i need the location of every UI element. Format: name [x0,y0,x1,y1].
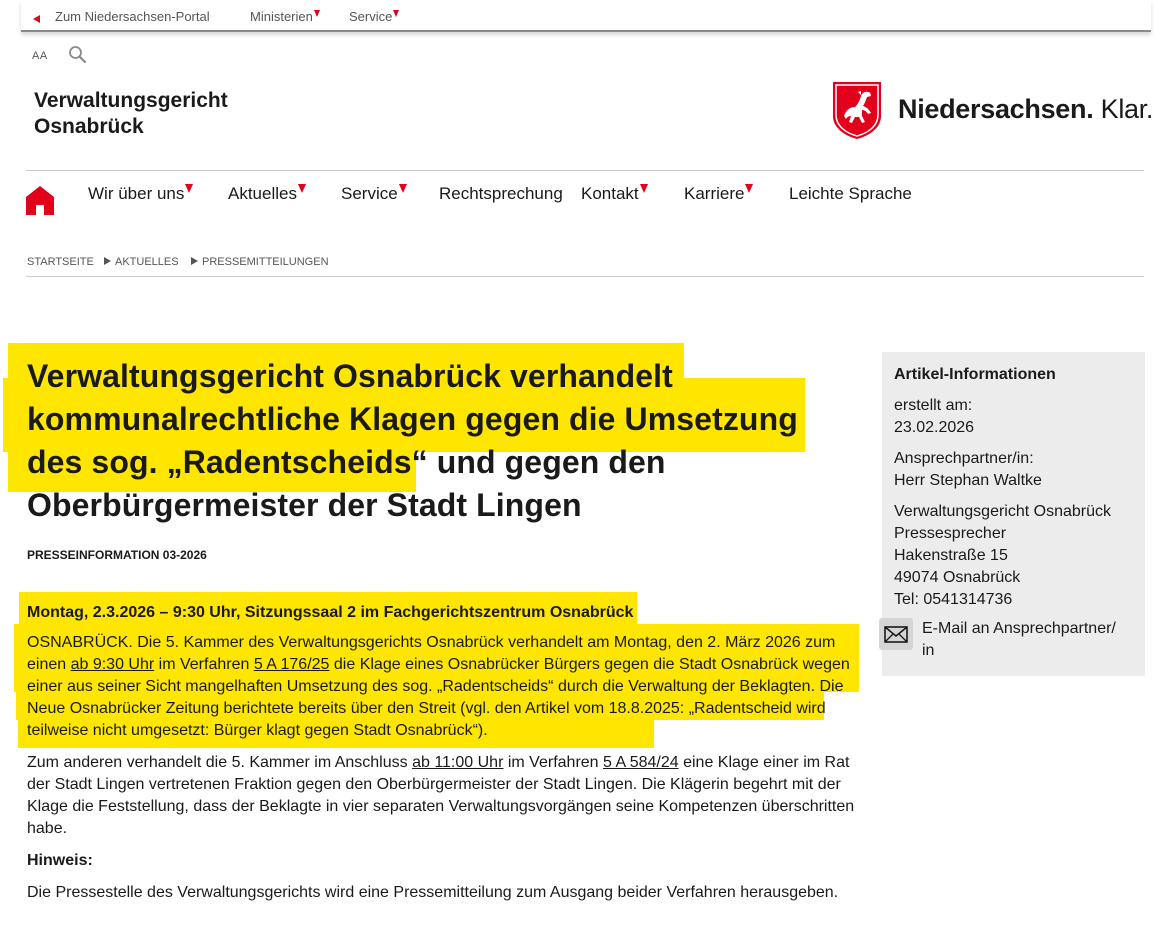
breadcrumb-label: AKTUELLES [115,256,179,268]
dropdown-arrow-icon [314,10,320,17]
logo-wordmark [898,94,1153,125]
niedersachsen-logo[interactable] [831,80,1154,142]
court-name-line1: Verwaltungsgericht [34,89,228,112]
nav-item-label: Aktuelles [228,184,297,203]
article-title-part: des sog. „Radentscheids“ [27,444,428,480]
paragraph-text: im Verfahren [154,656,254,673]
divider [26,170,1144,171]
nav-item-label: Karriere [684,184,745,203]
email-contact-link[interactable] [882,618,1145,668]
nav-item-label: Wir über uns [88,184,185,203]
dropdown-arrow-icon [745,184,753,193]
nav-item-rechtsprechung[interactable] [439,184,563,204]
nav-item-label: Rechtsprechung [439,184,563,203]
service-top-menu[interactable] [349,9,399,24]
dropdown-arrow-icon [399,184,407,193]
text-size-button[interactable]: AA [32,50,48,62]
main-navigation [0,178,1161,218]
paragraph-text: die Klage eines Osnabrücker Bürgers gegen die Stadt Osnabrück wegen einer aus seiner Sicht mangelhaften Umsetzung des sog. „Radentscheids“ durch die Verwaltung der Beklagten. Die Neue Osnabrücker Zeitung berichtete bereits über den Streit (vgl. den Artikel vom 18.8.2025: „Radentscheid wird teilweise nicht umgesetzt: Bürger klagt gegen Stadt Osnabrück“). [27,656,850,739]
nav-item-kontakt[interactable] [581,184,648,204]
created-block [894,395,1139,439]
dropdown-arrow-icon [298,184,306,193]
article-body [27,602,857,904]
article-title-line: Oberbürgermeister der Stadt Lingen [27,487,582,523]
dropdown-arrow-icon [185,184,193,193]
nav-item-karriere[interactable] [684,184,753,204]
portal-link[interactable] [55,9,210,24]
chevron-right-icon [191,257,198,265]
paragraph-text: eine Klage einer im Rat der Stadt Lingen vertretenen Fraktion gegen den Oberbürgermeister der Stadt Lingen. Die Klägerin begehrt mit der Klage die Feststellung, dass der Beklagte in vier separaten Verwaltungsvorgängen seine Kompetenzen überschritten habe. [27,754,855,837]
contact-name: Herr Stephan Waltke [894,472,1042,489]
contact-role: Pressesprecher [894,525,1007,542]
nav-item-wir-ueber-uns[interactable] [88,184,193,204]
ministries-label: Ministerien [250,9,313,24]
article-title-line [27,441,827,484]
contact-org: Verwaltungsgericht Osnabrück [894,503,1111,520]
created-label: erstellt am: [894,397,973,414]
time-link[interactable]: ab 11:00 Uhr [412,754,504,771]
nav-item-aktuelles[interactable] [228,184,306,204]
article-title-part: und gegen den [427,444,666,480]
paragraph: Die Pressestelle des Verwaltungsgerichts wird eine Pressemitteilung zum Ausgang beider Verfahren herausgeben. [27,884,839,901]
contact-phone: Tel: 0541314736 [894,591,1013,608]
nav-item-label: Kontakt [581,184,639,203]
service-top-label: Service [349,9,393,24]
mail-icon [879,618,913,650]
article-title [27,355,827,527]
paragraph-text: OSNABRÜCK. Die 5. Kammer des Verwaltungsgerichts Osnabrück verhandelt am Montag, den 2. März 2026 zum einen [27,634,836,673]
paragraph [27,632,857,742]
dropdown-arrow-icon [393,10,399,17]
paragraph-text: im Verfahren [503,754,604,771]
breadcrumb-label: PRESSEMITTEILUNGEN [202,256,329,268]
ministries-menu[interactable] [250,9,320,24]
top-service-bar [21,0,1151,32]
article-info-heading: Artikel-Informationen [894,366,1056,383]
niedersachsen-horse-logo [831,80,883,140]
breadcrumb-aktuelles[interactable] [104,256,179,268]
breadcrumb-pressemitteilungen[interactable] [191,256,329,268]
nav-item-service[interactable] [341,184,407,204]
contact-street: Hakenstraße 15 [894,547,1008,564]
portal-link-label: Zum Niedersachsen-Portal [55,9,210,24]
nav-item-label: Leichte Sprache [789,184,912,203]
paragraph-text: Zum anderen verhandelt die 5. Kammer im Anschluss [27,754,413,771]
search-icon[interactable] [68,45,88,65]
nav-item-label: Service [341,184,398,203]
note-heading: Hinweis: [27,852,93,869]
court-name[interactable] [34,88,228,140]
article-info-box [882,352,1145,676]
arrow-left-icon [33,11,40,26]
contact-label: Ansprechpartner/in: [894,450,1034,467]
logo-light: Klar. [1100,94,1154,124]
created-date: 23.02.2026 [894,419,975,436]
article-title-line: kommunalrechtliche Klagen gegen die Umsetzung [27,401,798,437]
time-link[interactable]: ab 9:30 Uhr [70,656,155,673]
article-title-line: Verwaltungsgericht Osnabrück verhandelt [27,358,673,394]
case-number-link[interactable]: 5 A 584/24 [603,754,679,771]
dropdown-arrow-icon [640,184,648,193]
logo-bold: Niedersachsen. [898,94,1094,124]
press-info-label: PRESSEINFORMATION 03-2026 [27,548,207,562]
contact-city: 49074 Osnabrück [894,569,1021,586]
case-number-link[interactable]: 5 A 176/25 [253,656,330,673]
divider [26,276,1144,277]
contact-block [894,448,1139,492]
breadcrumb-startseite[interactable]: STARTSEITE [27,256,94,268]
paragraph [27,752,857,840]
home-icon[interactable] [26,183,54,215]
chevron-right-icon [104,257,111,265]
nav-item-leichte-sprache[interactable] [789,184,912,204]
court-name-line2: Osnabrück [34,115,144,138]
email-link-label: E-Mail an Ansprechpartner/ in [922,620,1116,659]
address-block [894,501,1139,611]
article-subheading: Montag, 2.3.2026 – 9:30 Uhr, Sitzungssaal 2 im Fachgerichtszentrum Osnabrück [27,604,634,621]
